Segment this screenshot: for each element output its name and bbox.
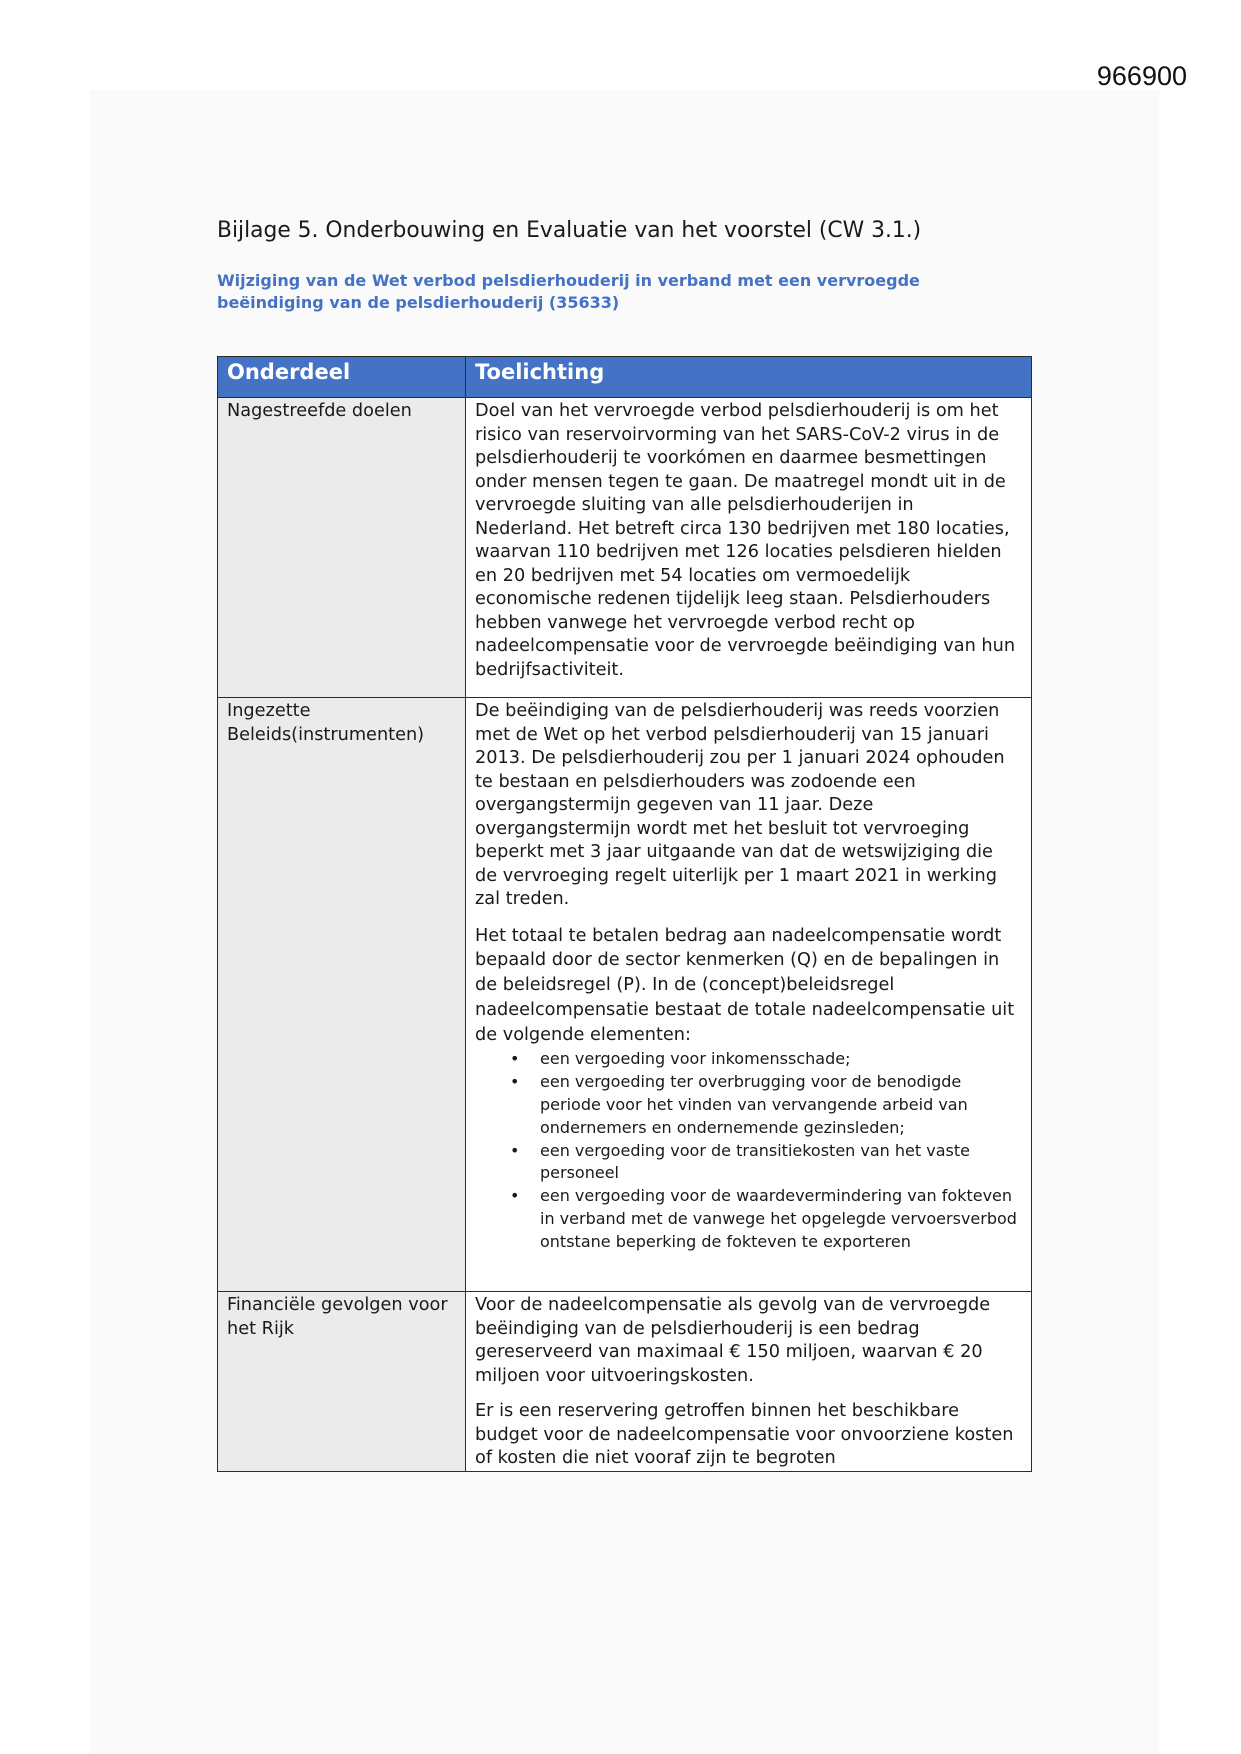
list-item-line: • een vergoeding voor inkomensschade;: [540, 1049, 851, 1069]
row-explanation-cell: [466, 398, 1031, 697]
proposal-subtitle: [217, 270, 920, 314]
explanation-paragraph: [475, 400, 1022, 682]
paragraph-line: overgangstermijn wordt met het besluit tot vervroeging: [475, 818, 970, 839]
paragraph-line: nadeelcompensatie voor de vervroegde beëindiging van hun: [475, 636, 1016, 656]
row-label: [227, 400, 456, 424]
row-label-line: Nagestreefde doelen: [227, 401, 412, 421]
paragraph-line: zal treden.: [475, 889, 570, 909]
compensation-elements-list: [475, 1048, 1022, 1253]
paragraph-line: economische redenen tijdelijk leeg staan. Pelsdierhouders: [475, 589, 991, 609]
paragraph-line: De beëindiging van de pelsdierhouderij was reeds voorzien: [475, 701, 1000, 721]
header-cell-part: Onderdeel: [218, 357, 466, 397]
list-item: [475, 1140, 1022, 1186]
row-label-cell: [218, 1292, 466, 1471]
table-row: [218, 698, 1031, 1292]
paragraph-line: onder mensen tegen te gaan. De maatregel mondt uit in de: [475, 471, 1006, 492]
list-item-line: • een vergoeding ter overbrugging voor de benodigde: [540, 1072, 962, 1092]
paragraph-line: waarvan 110 bedrijven met 126 locaties pelsdieren hielden: [475, 542, 1002, 562]
paragraph-line: Nederland. Het betreft circa 130 bedrijven met 180 locaties,: [475, 518, 1010, 539]
paragraph-line: overgangstermijn gegeven van 11 jaar. Deze: [475, 795, 874, 815]
paragraph-line: of kosten die niet vooraf zijn te begroten: [475, 1448, 836, 1468]
row-explanation-cell: [466, 1292, 1031, 1471]
paragraph-line: beëindiging van de pelsdierhouderij is een bedrag: [475, 1318, 920, 1339]
paragraph-line: te bestaan en pelsdierhouders was zodoende een: [475, 771, 916, 792]
list-item: [475, 1048, 1022, 1071]
paragraph-line: nadeelcompensatie bestaat de totale nadeelcompensatie uit: [475, 999, 1015, 1020]
table-header-row: [218, 357, 1031, 398]
row-label-line: Financiële gevolgen voor: [227, 1295, 448, 1315]
paragraph-line: de volgende elementen:: [475, 1024, 691, 1045]
paragraph-line: Doel van het vervroegde verbod pelsdierhouderij is om het: [475, 401, 999, 421]
evaluation-table: [217, 356, 1032, 1472]
header-cell-explanation: Toelichting: [475, 360, 605, 384]
list-item-line: in verband met de vanwege het opgelegde vervoersverbod: [540, 1209, 1017, 1229]
row-label-line: Beleids(instrumenten): [227, 724, 425, 745]
explanation-paragraph: [475, 924, 1022, 1048]
list-item-line: periode voor het vinden van vervangende arbeid van: [540, 1095, 968, 1115]
explanation-paragraph: [475, 1400, 1022, 1471]
document-number: 966900: [1096, 61, 1187, 91]
list-item: [475, 1185, 1022, 1253]
row-label: [227, 1294, 456, 1341]
row-label-cell: [218, 398, 466, 697]
list-item-line: personeel: [540, 1163, 619, 1183]
row-label-cell: [218, 698, 466, 1291]
subtitle-line: beëindiging van de pelsdierhouderij (35633): [217, 293, 620, 312]
row-label-line: Ingezette: [227, 701, 311, 721]
paragraph-line: Er is een reservering getroffen binnen het beschikbare: [475, 1401, 959, 1421]
row-explanation-cell: [466, 698, 1031, 1291]
explanation-paragraph: [475, 1294, 1022, 1388]
paragraph-line: bepaald door de sector kenmerken (Q) en de bepalingen in: [475, 950, 1000, 971]
paragraph-line: budget voor de nadeelcompensatie voor onvoorziene kosten: [475, 1424, 1014, 1445]
paragraph-line: hebben vanwege het vervroegde verbod recht op: [475, 612, 915, 633]
explanation-paragraph: [475, 700, 1022, 912]
paragraph-line: vervroegde sluiting van alle pelsdierhouderijen in: [475, 495, 914, 515]
list-item: [475, 1071, 1022, 1139]
paragraph-line: Het totaal te betalen bedrag aan nadeelcompensatie wordt: [475, 925, 1002, 946]
table-row: [218, 398, 1031, 698]
paragraph-line: Voor de nadeelcompensatie als gevolg van de vervroegde: [475, 1295, 991, 1315]
table-row: [218, 1292, 1031, 1471]
row-label: [227, 700, 456, 747]
list-item-line: ondernemers en ondernemende gezinsleden;: [540, 1117, 905, 1137]
paragraph-line: met de Wet op het verbod pelsdierhouderij van 15 januari: [475, 724, 989, 745]
paragraph-line: bedrijfsactiviteit.: [475, 659, 624, 680]
list-item-line: • een vergoeding voor de waardevermindering van fokteven: [540, 1186, 1013, 1206]
paragraph-line: en 20 bedrijven met 54 locaties om vermoedelijk: [475, 565, 911, 586]
row-label-line: het Rijk: [227, 1318, 295, 1339]
paragraph-line: de beleidsregel (P). In de (concept)beleidsregel: [475, 975, 895, 996]
paragraph-line: risico van reservoirvorming van het SARS-CoV-2 virus in de: [475, 424, 1000, 445]
paragraph-line: beperkt met 3 jaar uitgaande van dat de wetswijziging die: [475, 842, 993, 862]
paragraph-line: pelsdierhouderij te voorkómen en daarmee besmettingen: [475, 448, 987, 468]
subtitle-line: Wijziging van de Wet verbod pelsdierhouderij in verband met een vervroegde: [217, 271, 920, 290]
paragraph-line: miljoen voor uitvoeringskosten.: [475, 1365, 754, 1386]
paragraph-line: de vervroeging regelt uiterlijk per 1 maart 2021 in werking: [475, 865, 997, 886]
paragraph-line: 2013. De pelsdierhouderij zou per 1 januari 2024 ophouden: [475, 748, 1005, 768]
paragraph-line: gereserveerd van maximaal € 150 miljoen, waarvan € 20: [475, 1342, 983, 1362]
page-title: Bijlage 5. Onderbouwing en Evaluatie van het voorstel (CW 3.1.): [217, 218, 922, 243]
list-item-line: • een vergoeding voor de transitiekosten van het vaste: [540, 1140, 970, 1160]
list-item-line: ontstane beperking de fokteven te exporteren: [540, 1231, 911, 1251]
